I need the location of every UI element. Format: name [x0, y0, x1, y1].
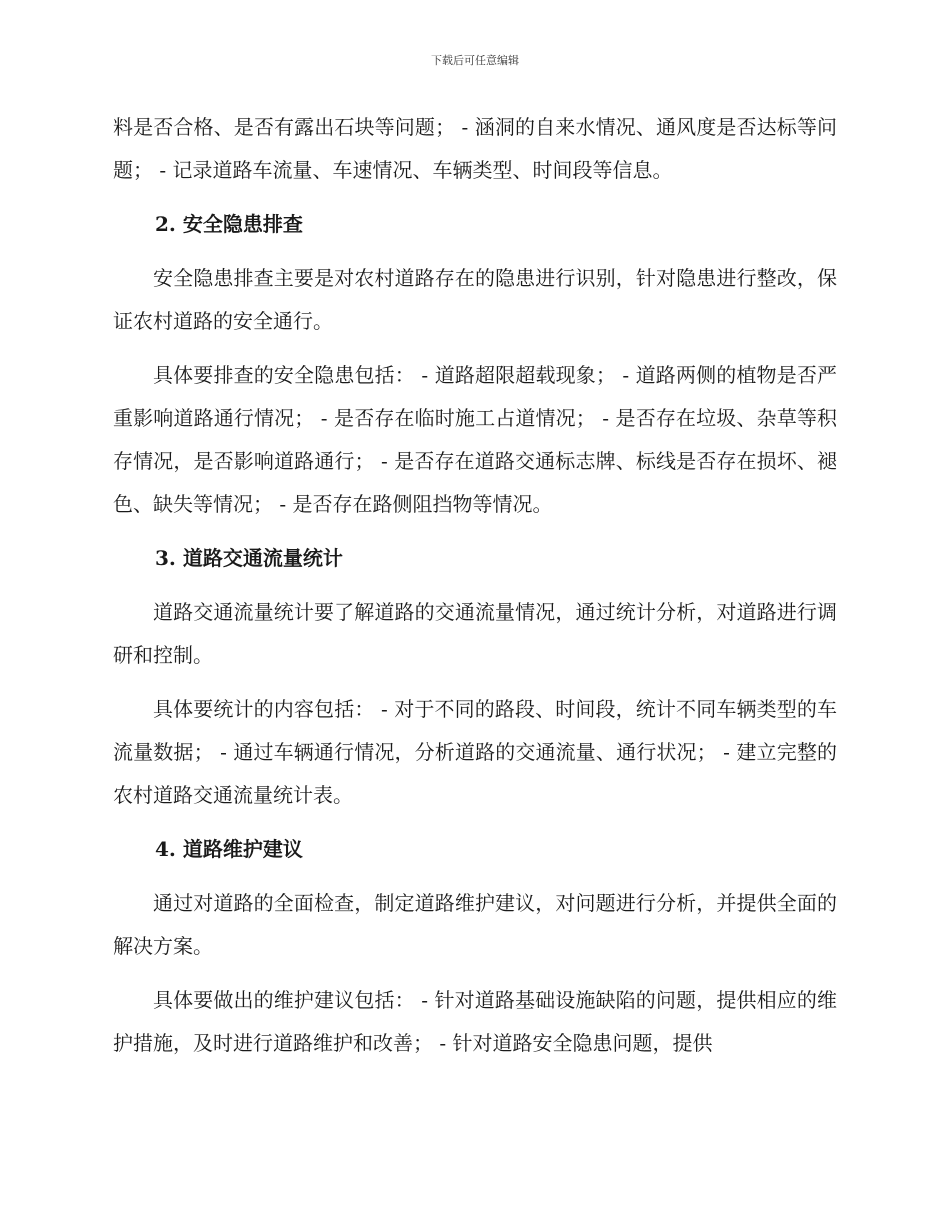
paragraph-inspection-continued: 料是否合格、是否有露出石块等问题； - 涵洞的自来水情况、通风度是否达标等问题； - 记录道路车流量、车速情况、车辆类型、时间段等信息。 — [113, 115, 837, 182]
paragraph-safety-intro: 安全隐患排查主要是对农村道路存在的隐患进行识别，针对隐患进行整改，保证农村道路的安全通行。 — [113, 266, 837, 333]
document-body — [113, 106, 837, 1065]
heading-road-maintenance-advice: 4. 道路维护建议 — [155, 837, 303, 861]
page-header: 下载后可任意编辑 — [431, 54, 519, 67]
paragraph-maintenance-intro: 通过对道路的全面检查，制定道路维护建议，对问题进行分析，并提供全面的解决方案。 — [113, 891, 837, 958]
heading-traffic-flow-statistics: 3. 道路交通流量统计 — [155, 546, 343, 570]
paragraph-safety-items: 具体要排查的安全隐患包括： - 道路超限超载现象； - 道路两侧的植物是否严重影响道路通行情况； - 是否存在临时施工占道情况； - 是否存在垃圾、杂草等积存情况，是否影响道路通行； - 是否存在道路交通标志牌、标线是否存在损坏、褪色、缺失等情况； - 是否存在路侧阻挡物等情况。 — [113, 363, 837, 516]
paragraph-traffic-intro: 道路交通流量统计要了解道路的交通流量情况，通过统计分析，对道路进行调研和控制。 — [113, 600, 837, 667]
paragraph-traffic-items: 具体要统计的内容包括： - 对于不同的路段、时间段，统计不同车辆类型的车流量数据； - 通过车辆通行情况，分析道路的交通流量、通行状况； - 建立完整的农村道路交通流量统计表。 — [113, 697, 837, 807]
heading-safety-hazard-check: 2. 安全隐患排查 — [155, 212, 303, 236]
paragraph-maintenance-items: 具体要做出的维护建议包括： - 针对道路基础设施缺陷的问题，提供相应的维护措施，及时进行道路维护和改善； - 针对道路安全隐患问题，提供 — [113, 988, 837, 1055]
